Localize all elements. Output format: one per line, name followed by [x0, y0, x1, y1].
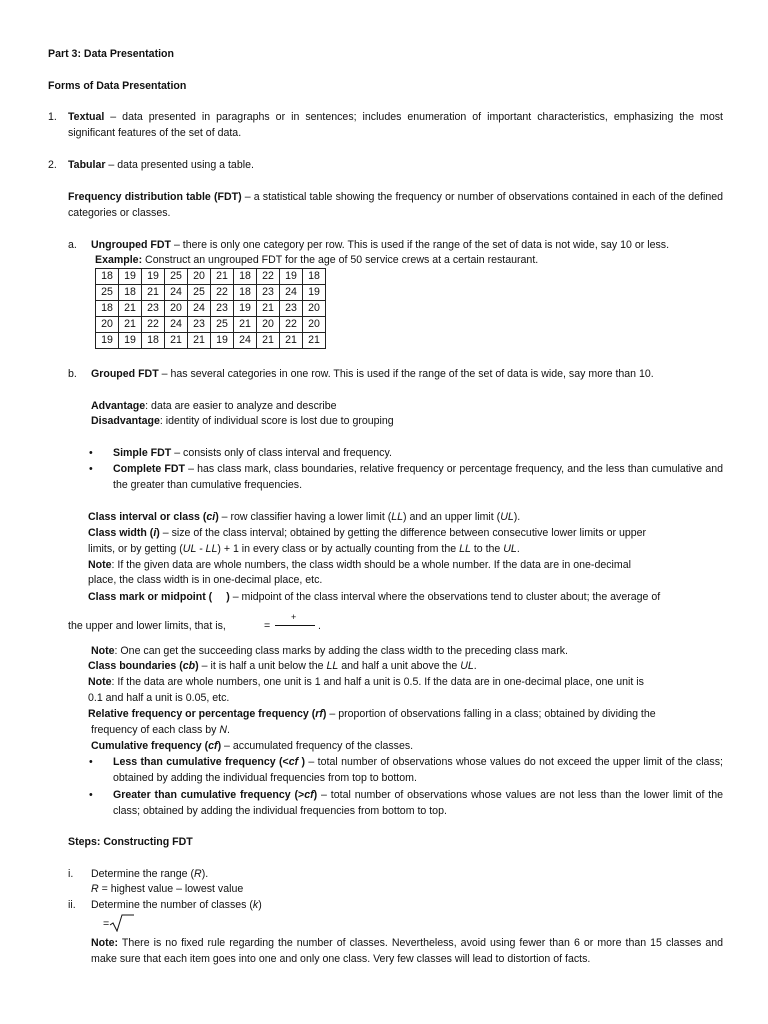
table-cell: 22 [142, 317, 165, 333]
table-cell: 21 [211, 269, 234, 285]
table-cell: 21 [142, 285, 165, 301]
table-cell: 19 [142, 269, 165, 285]
table-row [96, 333, 326, 349]
example-line: Example: Construct an ungrouped FDT for the age of 50 service crews at a certain restaurant. [95, 254, 539, 266]
table-cell: 18 [119, 285, 142, 301]
step1-range: Determine the range (R). [91, 868, 209, 880]
table-cell: 20 [96, 317, 119, 333]
table-cell: 24 [280, 285, 303, 301]
table-cell: 19 [119, 333, 142, 349]
table-cell: 21 [303, 333, 326, 349]
ungrouped-letter: a. [68, 239, 77, 251]
table-cell: 20 [303, 317, 326, 333]
table-cell: 19 [234, 301, 257, 317]
grouped-fdt: Grouped FDT – has several categories in one row. This is used if the range of the set of data is wide, say more than 10. [91, 368, 654, 380]
item1-number: 1. [48, 111, 57, 123]
part-title: Part 3: Data Presentation [48, 48, 174, 60]
table-cell: 20 [303, 301, 326, 317]
table-cell: 25 [188, 285, 211, 301]
table-cell: 24 [188, 301, 211, 317]
forms-title: Forms of Data Presentation [48, 80, 187, 92]
table-cell: 24 [165, 285, 188, 301]
table-cell: 21 [165, 333, 188, 349]
table-cell: 21 [119, 317, 142, 333]
item1-textual: Textual – data presented in paragraphs or in sentences; includes enumeration of important characteristics, emphasizing the most significant features of the set of data. [68, 111, 723, 139]
relative-frequency-line2: frequency of each class by N. [91, 724, 230, 736]
table-cell: 18 [96, 269, 119, 285]
table-cell: 20 [188, 269, 211, 285]
table-cell: 19 [303, 285, 326, 301]
table-row [96, 285, 326, 301]
note-units: Note: If the data are whole numbers, one unit is 1 and half a unit is 0.5. If the data are in one-decimal place, one unit is [88, 676, 644, 688]
table-row [96, 301, 326, 317]
greater-than-cf: Greater than cumulative frequency (>cf) – total number of observations whose values are not less than the lower limit of the class; obtained by adding the individual frequencies from bottom to top. [113, 789, 723, 817]
table-cell: 23 [188, 317, 211, 333]
table-cell: 23 [257, 285, 280, 301]
cumulative-frequency: Cumulative frequency (cf) – accumulated frequency of the classes. [91, 740, 414, 752]
table-cell: 18 [303, 269, 326, 285]
table-cell: 21 [188, 333, 211, 349]
note-whole-numbers: Note: If the given data are whole numbers, the class width should be a whole number. If the data are in one-decimal [88, 559, 631, 571]
item2-tabular: Tabular – data presented using a table. [68, 159, 254, 171]
ages-table [95, 268, 326, 349]
table-cell: 21 [234, 317, 257, 333]
table-cell: 19 [96, 333, 119, 349]
square-root-icon [102, 914, 134, 932]
class-width-line2: limits, or by getting (UL - LL) + 1 in every class or by actually counting from the LL to the UL. [88, 543, 520, 555]
class-mark-formula-text: the upper and lower limits, that is, [68, 620, 226, 632]
advantage: Advantage: data are easier to analyze and describe [91, 400, 337, 412]
relative-frequency: Relative frequency or percentage frequency (rf) – proportion of observations falling in a class; obtained by dividing the [88, 708, 656, 720]
table-row [96, 317, 326, 333]
table-cell: 22 [257, 269, 280, 285]
step2-classes: Determine the number of classes (k) [91, 899, 262, 911]
ungrouped-fdt: Ungrouped FDT – there is only one category per row. This is used if the range of the set of data is not wide, say 10 or less. [91, 239, 670, 251]
note-whole-numbers-line2: place, the class width is in one-decimal place, etc. [88, 574, 323, 586]
note-class-marks: Note: One can get the succeeding class marks by adding the class width to the preceding class mark. [91, 645, 568, 657]
table-cell: 20 [165, 301, 188, 317]
fdt-definition: Frequency distribution table (FDT) – a statistical table showing the frequency or number of observations contained in each of the defined categories or classes. [68, 191, 723, 219]
fraction-bar [275, 625, 315, 626]
class-width: Class width (i) – size of the class interval; obtained by getting the difference between consecutive lower limits or upper [88, 527, 647, 539]
grouped-letter: b. [68, 368, 77, 380]
table-cell: 21 [280, 333, 303, 349]
table-cell: 23 [211, 301, 234, 317]
class-boundaries: Class boundaries (cb) – it is half a unit below the LL and half a unit above the UL. [88, 660, 477, 672]
less-than-cf: Less than cumulative frequency (<cf ) – total number of observations whose values do not exceed the upper limit of the class; obtained by adding the individual frequencies from top to bottom. [113, 756, 723, 784]
table-cell: 24 [234, 333, 257, 349]
range-formula: R = highest value – lowest value [91, 883, 244, 895]
table-cell: 18 [234, 269, 257, 285]
table-cell: 22 [211, 285, 234, 301]
complete-fdt: Complete FDT – has class mark, class boundaries, relative frequency or percentage frequency, and the less than cumulative and the greater than cumulative frequencies. [113, 463, 723, 491]
steps-title: Steps: Constructing FDT [68, 836, 193, 848]
table-cell: 18 [142, 333, 165, 349]
table-cell: 25 [211, 317, 234, 333]
note-units-line2: 0.1 and half a unit is 0.05, etc. [88, 692, 230, 704]
table-cell: 19 [119, 269, 142, 285]
table-cell: 21 [257, 333, 280, 349]
table-cell: 21 [119, 301, 142, 317]
step1-number: i. [68, 868, 74, 880]
table-cell: 22 [280, 317, 303, 333]
table-cell: 25 [96, 285, 119, 301]
bullet-dot: • [89, 463, 93, 475]
disadvantage: Disadvantage: identity of individual score is lost due to grouping [91, 415, 394, 427]
equals-sign: = [103, 918, 110, 930]
simple-fdt: Simple FDT – consists only of class interval and frequency. [113, 447, 392, 459]
table-cell: 23 [280, 301, 303, 317]
table-cell: 19 [280, 269, 303, 285]
table-cell: 19 [211, 333, 234, 349]
item2-number: 2. [48, 159, 57, 171]
note-classes: Note: There is no fixed rule regarding the number of classes. Nevertheless, avoid using fewer than 6 or more than 15 classes and make sure that each item goes into one and only one class. Very few classes will lead to distortion of facts. [91, 937, 723, 965]
table-cell: 18 [96, 301, 119, 317]
class-interval: Class interval or class (ci) – row classifier having a lower limit (LL) and an upper limit (UL). [88, 511, 521, 523]
step2-number: ii. [68, 899, 76, 911]
table-cell: 18 [234, 285, 257, 301]
class-mark: Class mark or midpoint ( ) – midpoint of the class interval where the observations tend to cluster about; the average of [88, 591, 661, 603]
bullet-dot: • [89, 789, 93, 801]
equals-sign: = [264, 620, 271, 632]
formula-period: . [318, 620, 321, 632]
bullet-dot: • [89, 756, 93, 768]
table-cell: 21 [257, 301, 280, 317]
plus-sign: + [291, 612, 297, 622]
table-cell: 24 [165, 317, 188, 333]
table-cell: 25 [165, 269, 188, 285]
table-cell: 23 [142, 301, 165, 317]
table-cell: 20 [257, 317, 280, 333]
bullet-dot: • [89, 447, 93, 459]
table-row [96, 269, 326, 285]
